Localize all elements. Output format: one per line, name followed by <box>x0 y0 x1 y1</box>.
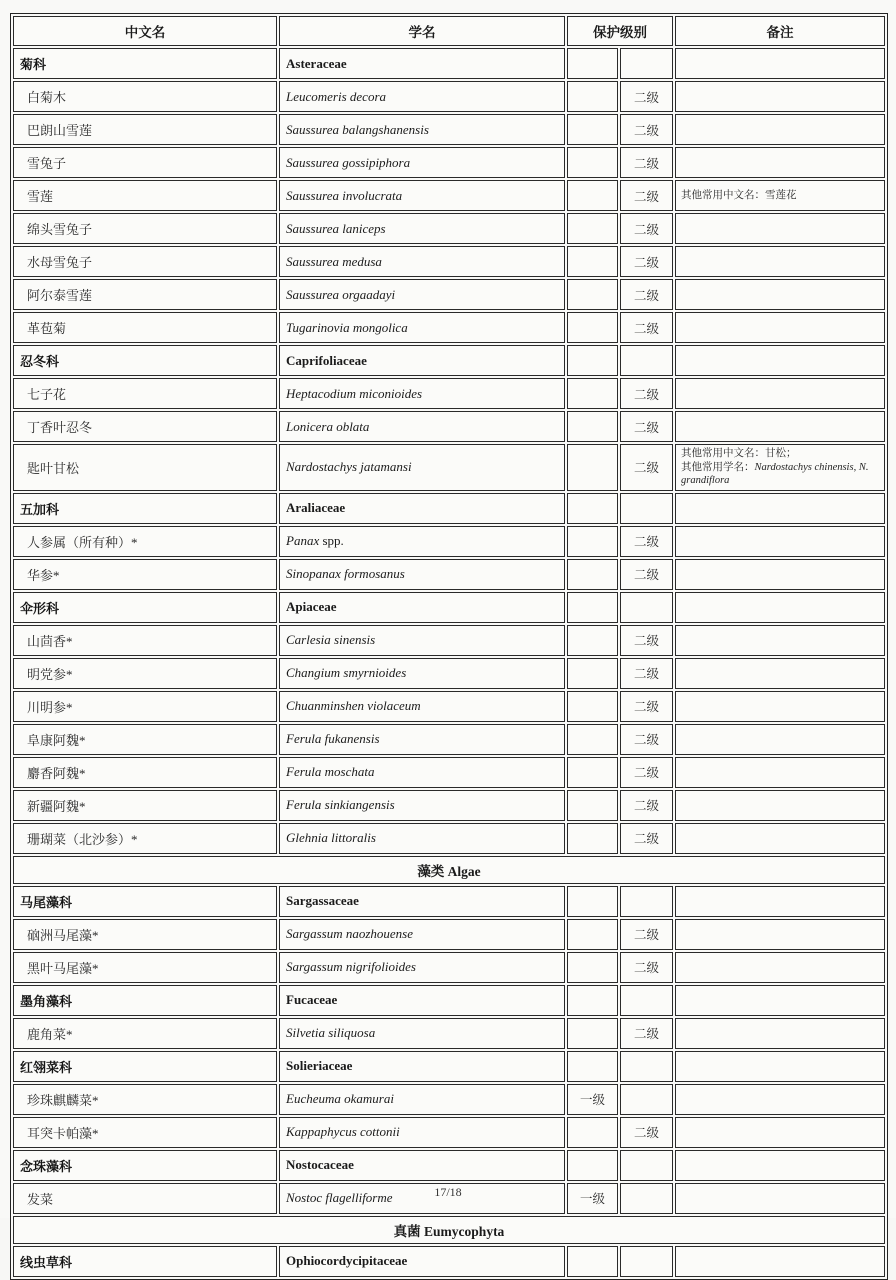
level-2-cell: 二级 <box>620 1117 673 1148</box>
family-row <box>13 1150 885 1181</box>
scientific-name-cell: Asteraceae <box>279 48 565 79</box>
chinese-name-cell: 水母雪兔子 <box>13 246 277 277</box>
section-row <box>13 1216 885 1244</box>
chinese-name-cell: 菊科 <box>13 48 277 79</box>
scientific-name-cell: Ferula moschata <box>279 757 565 788</box>
scientific-name-cell: Ferula fukanensis <box>279 724 565 755</box>
level-1-cell <box>567 411 618 442</box>
level-2-cell: 二级 <box>620 658 673 689</box>
level-1-cell <box>567 526 618 557</box>
level-2-cell: 二级 <box>620 147 673 178</box>
level-2-cell <box>620 1150 673 1181</box>
level-1-cell <box>567 823 618 854</box>
level-1-cell <box>567 691 618 722</box>
scientific-name-cell: Sinopanax formosanus <box>279 559 565 590</box>
level-1-cell <box>567 312 618 343</box>
chinese-name-cell: 雪莲 <box>13 180 277 211</box>
notes-cell <box>675 1018 885 1049</box>
notes-cell <box>675 246 885 277</box>
level-2-cell: 二级 <box>620 444 673 491</box>
level-2-cell: 二级 <box>620 952 673 983</box>
level-2-cell: 二级 <box>620 312 673 343</box>
level-1-cell <box>567 48 618 79</box>
level-1-cell <box>567 625 618 656</box>
chinese-name-cell: 匙叶甘松 <box>13 444 277 491</box>
scientific-name-cell: Araliaceae <box>279 493 565 524</box>
scientific-name-cell: Sargassum nigrifolioides <box>279 952 565 983</box>
level-2-cell <box>620 1051 673 1082</box>
species-row <box>13 246 885 277</box>
notes-cell <box>675 312 885 343</box>
level-2-cell: 二级 <box>620 246 673 277</box>
level-1-cell <box>567 345 618 376</box>
species-row <box>13 444 885 491</box>
notes-cell <box>675 493 885 524</box>
notes-cell <box>675 1117 885 1148</box>
species-row <box>13 180 885 211</box>
notes-cell <box>675 823 885 854</box>
notes-cell <box>675 592 885 623</box>
chinese-name-cell: 发菜 <box>13 1183 277 1214</box>
chinese-name-cell: 鹿角菜* <box>13 1018 277 1049</box>
level-2-cell <box>620 886 673 917</box>
chinese-name-cell: 墨角藻科 <box>13 985 277 1016</box>
level-2-cell <box>620 493 673 524</box>
notes-cell <box>675 345 885 376</box>
notes-cell <box>675 526 885 557</box>
level-2-cell <box>620 345 673 376</box>
header-notes: 备注 <box>675 16 885 46</box>
level-1-cell <box>567 886 618 917</box>
species-row <box>13 526 885 557</box>
family-row <box>13 1051 885 1082</box>
chinese-name-cell: 白菊木 <box>13 81 277 112</box>
scientific-name-cell: Saussurea balangshanensis <box>279 114 565 145</box>
level-2-cell: 二级 <box>620 625 673 656</box>
chinese-name-cell: 五加科 <box>13 493 277 524</box>
header-scientific-name: 学名 <box>279 16 565 46</box>
notes-cell <box>675 985 885 1016</box>
notes-cell <box>675 952 885 983</box>
notes-cell <box>675 1150 885 1181</box>
table-header-row <box>13 16 885 46</box>
notes-cell: 其他常用中文名：雪莲花 <box>675 180 885 211</box>
chinese-name-cell: 山茴香* <box>13 625 277 656</box>
header-protection-level: 保护级别 <box>567 16 673 46</box>
level-1-cell: 一级 <box>567 1183 618 1214</box>
notes-cell <box>675 1051 885 1082</box>
level-2-cell: 二级 <box>620 81 673 112</box>
level-1-cell: 一级 <box>567 1084 618 1115</box>
notes-cell <box>675 114 885 145</box>
chinese-name-cell: 麝香阿魏* <box>13 757 277 788</box>
scientific-name-cell: Leucomeris decora <box>279 81 565 112</box>
chinese-name-cell: 珊瑚菜（北沙参）* <box>13 823 277 854</box>
species-row <box>13 378 885 409</box>
chinese-name-cell: 硇洲马尾藻* <box>13 919 277 950</box>
scientific-name-cell: Saussurea involucrata <box>279 180 565 211</box>
notes-cell <box>675 559 885 590</box>
notes-cell <box>675 147 885 178</box>
protected-species-table <box>10 13 888 1280</box>
scientific-name-cell: Saussurea laniceps <box>279 213 565 244</box>
scientific-name-cell: Sargassaceae <box>279 886 565 917</box>
species-row <box>13 625 885 656</box>
scientific-name-cell: Kappaphycus cottonii <box>279 1117 565 1148</box>
species-row <box>13 411 885 442</box>
scientific-name-cell: Saussurea orgaadayi <box>279 279 565 310</box>
species-row <box>13 559 885 590</box>
level-2-cell: 二级 <box>620 180 673 211</box>
family-row <box>13 493 885 524</box>
notes-cell <box>675 790 885 821</box>
scientific-name-cell: Ferula sinkiangensis <box>279 790 565 821</box>
level-2-cell: 二级 <box>620 823 673 854</box>
level-1-cell <box>567 724 618 755</box>
level-2-cell: 二级 <box>620 114 673 145</box>
level-1-cell <box>567 1117 618 1148</box>
level-1-cell <box>567 81 618 112</box>
notes-cell <box>675 724 885 755</box>
level-2-cell: 二级 <box>620 411 673 442</box>
scientific-name-cell: Solieriaceae <box>279 1051 565 1082</box>
chinese-name-cell: 七子花 <box>13 378 277 409</box>
scientific-name-cell: Nostoc flagelliforme <box>279 1183 565 1214</box>
level-1-cell <box>567 757 618 788</box>
header-chinese-name: 中文名 <box>13 16 277 46</box>
chinese-name-cell: 珍珠麒麟菜* <box>13 1084 277 1115</box>
level-1-cell <box>567 493 618 524</box>
chinese-name-cell: 明党参* <box>13 658 277 689</box>
level-1-cell <box>567 1246 618 1277</box>
notes-cell <box>675 919 885 950</box>
level-2-cell: 二级 <box>620 1018 673 1049</box>
scientific-name-cell: Fucaceae <box>279 985 565 1016</box>
chinese-name-cell: 革苞菊 <box>13 312 277 343</box>
notes-cell <box>675 213 885 244</box>
scientific-name-cell: Glehnia littoralis <box>279 823 565 854</box>
scientific-name-cell: Sargassum naozhouense <box>279 919 565 950</box>
species-row <box>13 790 885 821</box>
scientific-name-cell: Changium smyrnioides <box>279 658 565 689</box>
level-1-cell <box>567 180 618 211</box>
level-1-cell <box>567 1150 618 1181</box>
chinese-name-cell: 伞形科 <box>13 592 277 623</box>
species-row <box>13 1084 885 1115</box>
scientific-name-cell: Nostocaceae <box>279 1150 565 1181</box>
scientific-name-cell: Saussurea gossipiphora <box>279 147 565 178</box>
chinese-name-cell: 阿尔泰雪莲 <box>13 279 277 310</box>
level-1-cell <box>567 658 618 689</box>
level-2-cell <box>620 592 673 623</box>
level-2-cell: 二级 <box>620 378 673 409</box>
section-row <box>13 856 885 884</box>
level-1-cell <box>567 1051 618 1082</box>
chinese-name-cell: 丁香叶忍冬 <box>13 411 277 442</box>
species-row <box>13 1117 885 1148</box>
chinese-name-cell: 黑叶马尾藻* <box>13 952 277 983</box>
level-2-cell: 二级 <box>620 559 673 590</box>
page-number: 17/18 <box>434 1185 462 1199</box>
notes-cell <box>675 658 885 689</box>
notes-cell <box>675 1084 885 1115</box>
level-1-cell <box>567 559 618 590</box>
chinese-name-cell: 新疆阿魏* <box>13 790 277 821</box>
level-1-cell <box>567 790 618 821</box>
family-row <box>13 592 885 623</box>
level-2-cell: 二级 <box>620 213 673 244</box>
notes-cell <box>675 48 885 79</box>
scientific-name-cell: Chuanminshen violaceum <box>279 691 565 722</box>
level-2-cell: 二级 <box>620 919 673 950</box>
level-2-cell: 二级 <box>620 724 673 755</box>
scientific-name-cell: Eucheuma okamurai <box>279 1084 565 1115</box>
scientific-name-cell: Ophiocordycipitaceae <box>279 1246 565 1277</box>
family-row <box>13 985 885 1016</box>
species-row <box>13 691 885 722</box>
species-row <box>13 1018 885 1049</box>
chinese-name-cell: 华参* <box>13 559 277 590</box>
scientific-name-cell: Apiaceae <box>279 592 565 623</box>
scientific-name-cell: Panax spp. <box>279 526 565 557</box>
chinese-name-cell: 绵头雪兔子 <box>13 213 277 244</box>
species-row <box>13 81 885 112</box>
level-1-cell <box>567 592 618 623</box>
scientific-name-cell: Tugarinovia mongolica <box>279 312 565 343</box>
notes-cell <box>675 886 885 917</box>
scientific-name-cell: Carlesia sinensis <box>279 625 565 656</box>
level-1-cell <box>567 114 618 145</box>
notes-cell <box>675 691 885 722</box>
scientific-name-cell: Heptacodium miconioides <box>279 378 565 409</box>
level-1-cell <box>567 952 618 983</box>
notes-cell <box>675 1246 885 1277</box>
species-row <box>13 312 885 343</box>
level-1-cell <box>567 378 618 409</box>
notes-cell <box>675 378 885 409</box>
species-row <box>13 658 885 689</box>
family-row <box>13 345 885 376</box>
chinese-name-cell: 念珠藻科 <box>13 1150 277 1181</box>
level-1-cell <box>567 1018 618 1049</box>
level-2-cell: 二级 <box>620 757 673 788</box>
level-2-cell: 二级 <box>620 790 673 821</box>
level-2-cell <box>620 48 673 79</box>
chinese-name-cell: 巴朗山雪莲 <box>13 114 277 145</box>
level-1-cell <box>567 147 618 178</box>
level-1-cell <box>567 213 618 244</box>
chinese-name-cell: 耳突卡帕藻* <box>13 1117 277 1148</box>
level-1-cell <box>567 919 618 950</box>
species-row <box>13 952 885 983</box>
level-2-cell <box>620 985 673 1016</box>
chinese-name-cell: 忍冬科 <box>13 345 277 376</box>
scientific-name-cell: Saussurea medusa <box>279 246 565 277</box>
level-1-cell <box>567 246 618 277</box>
family-row <box>13 1246 885 1277</box>
notes-cell <box>675 625 885 656</box>
section-label: 藻类 Algae <box>13 856 885 884</box>
species-row <box>13 114 885 145</box>
species-row <box>13 279 885 310</box>
level-2-cell: 二级 <box>620 526 673 557</box>
chinese-name-cell: 阜康阿魏* <box>13 724 277 755</box>
level-2-cell <box>620 1246 673 1277</box>
chinese-name-cell: 线虫草科 <box>13 1246 277 1277</box>
scientific-name-cell: Silvetia siliquosa <box>279 1018 565 1049</box>
family-row <box>13 886 885 917</box>
chinese-name-cell: 人参属（所有种）* <box>13 526 277 557</box>
level-1-cell <box>567 279 618 310</box>
notes-cell <box>675 81 885 112</box>
species-row <box>13 823 885 854</box>
species-row <box>13 724 885 755</box>
level-1-cell <box>567 985 618 1016</box>
scientific-name-cell: Lonicera oblata <box>279 411 565 442</box>
scientific-name-cell: Nardostachys jatamansi <box>279 444 565 491</box>
level-1-cell <box>567 444 618 491</box>
chinese-name-cell: 川明参* <box>13 691 277 722</box>
species-table-body <box>13 48 885 1277</box>
level-2-cell: 二级 <box>620 279 673 310</box>
chinese-name-cell: 红翎菜科 <box>13 1051 277 1082</box>
species-row <box>13 213 885 244</box>
notes-cell <box>675 411 885 442</box>
family-row <box>13 48 885 79</box>
level-2-cell: 二级 <box>620 691 673 722</box>
species-row <box>13 147 885 178</box>
notes-cell <box>675 279 885 310</box>
level-2-cell <box>620 1084 673 1115</box>
scientific-name-cell: Caprifoliaceae <box>279 345 565 376</box>
notes-cell <box>675 757 885 788</box>
species-row <box>13 757 885 788</box>
chinese-name-cell: 雪兔子 <box>13 147 277 178</box>
notes-cell: 其他常用中文名：甘松； 其他常用学名：Nardostachys chinensis, N. grandiflora <box>675 444 885 491</box>
species-row <box>13 919 885 950</box>
chinese-name-cell: 马尾藻科 <box>13 886 277 917</box>
section-label: 真菌 Eumycophyta <box>13 1216 885 1244</box>
